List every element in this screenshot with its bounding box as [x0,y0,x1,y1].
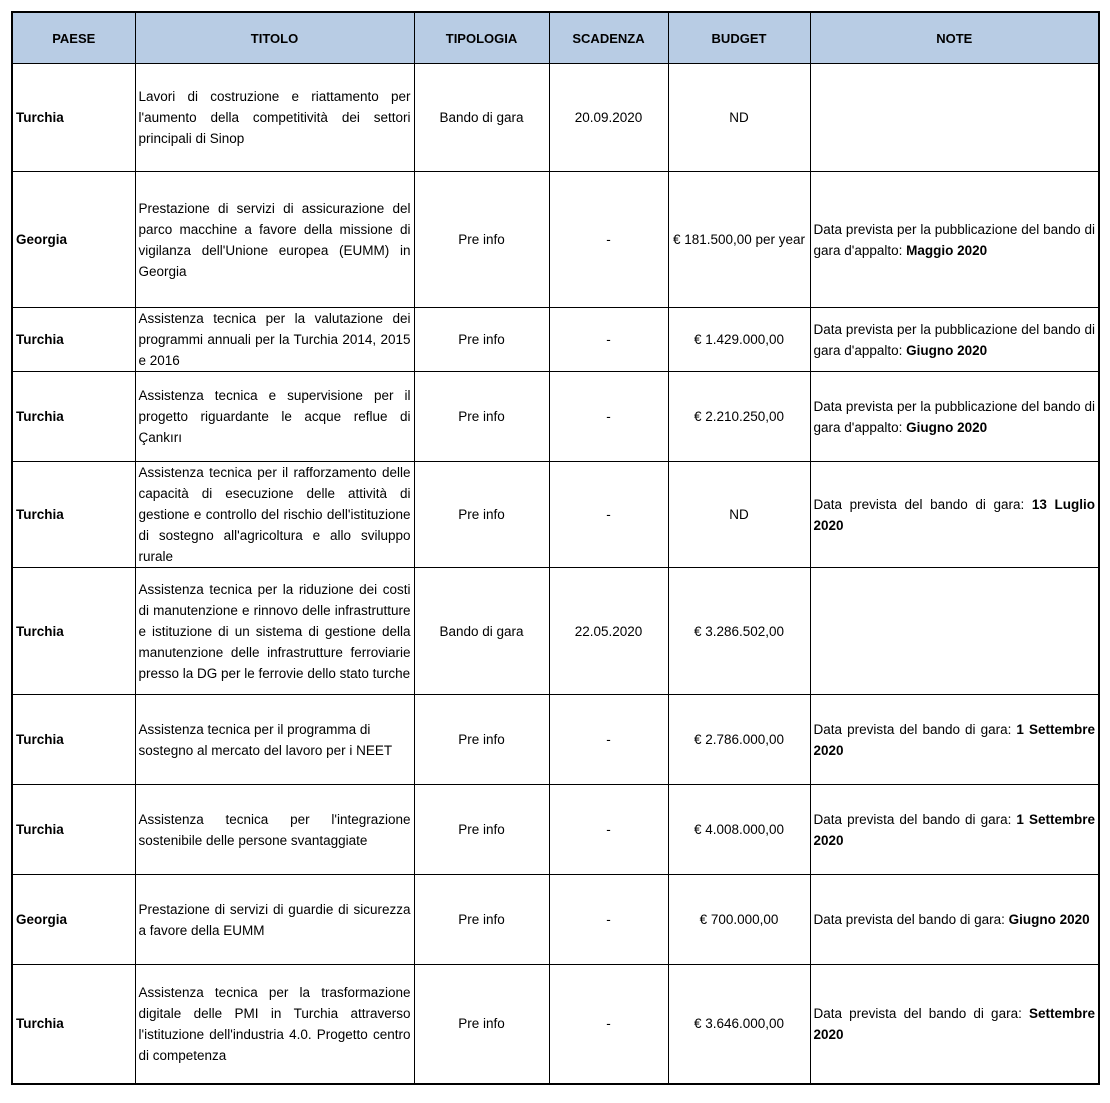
cell-titolo: Assistenza tecnica e supervisione per il progetto riguardante le acque reflue di Çankırı [135,372,414,462]
note-date: Maggio 2020 [906,242,988,258]
cell-paese: Turchia [12,568,135,695]
table-row [12,875,1099,965]
note-text: Data prevista per la pubblicazione del bando di gara d'appalto: [813,321,1095,358]
header-row [12,12,1099,64]
cell-titolo: Assistenza tecnica per la trasformazione digitale delle PMI in Turchia attraverso l'istituzione dell'industria 4.0. Progetto centro di competenza [135,965,414,1084]
cell-tipologia: Pre info [414,695,549,785]
cell-tipologia: Pre info [414,462,549,568]
cell-note [810,785,1099,875]
header-tipologia: TIPOLOGIA [414,12,549,64]
cell-note [810,308,1099,372]
cell-scadenza: - [549,785,668,875]
cell-budget: € 3.286.502,00 [668,568,810,695]
cell-note [810,462,1099,568]
note-text: Data prevista del bando di gara: [813,721,1017,737]
note-date: 1 Settembre 2020 [813,721,1095,758]
cell-paese: Georgia [12,875,135,965]
cell-note [810,64,1099,172]
cell-note [810,568,1099,695]
table-row [12,64,1099,172]
cell-tipologia: Pre info [414,965,549,1084]
cell-titolo: Prestazione di servizi di guardie di sicurezza a favore della EUMM [135,875,414,965]
note-text: Data prevista per la pubblicazione del bando di gara d'appalto: [813,398,1095,435]
cell-titolo: Assistenza tecnica per la valutazione dei programmi annuali per la Turchia 2014, 2015 e 2016 [135,308,414,372]
cell-note [810,875,1099,965]
cell-tipologia: Pre info [414,308,549,372]
cell-tipologia: Bando di gara [414,568,549,695]
cell-scadenza: - [549,875,668,965]
note-date: Giugno 2020 [906,419,988,435]
cell-titolo: Prestazione di servizi di assicurazione del parco macchine a favore della missione di vigilanza dell'Unione europea (EUMM) in Georgia [135,172,414,308]
cell-titolo: Lavori di costruzione e riattamento per l'aumento della competitività dei settori principali di Sinop [135,64,414,172]
note-text: Data prevista del bando di gara: [813,811,1017,827]
cell-note [810,372,1099,462]
cell-paese: Turchia [12,64,135,172]
table-row [12,308,1099,372]
cell-scadenza: - [549,308,668,372]
cell-scadenza: - [549,172,668,308]
header-note: NOTE [810,12,1099,64]
cell-budget: € 3.646.000,00 [668,965,810,1084]
table-row [12,695,1099,785]
note-text: Data prevista per la pubblicazione del bando di gara d'appalto: [813,221,1095,258]
cell-scadenza: 20.09.2020 [549,64,668,172]
cell-tipologia: Pre info [414,875,549,965]
cell-budget: ND [668,462,810,568]
cell-tipologia: Bando di gara [414,64,549,172]
cell-budget: € 2.786.000,00 [668,695,810,785]
cell-paese: Turchia [12,308,135,372]
header-titolo: TITOLO [135,12,414,64]
cell-tipologia: Pre info [414,172,549,308]
note-date: Giugno 2020 [1008,912,1090,927]
cell-paese: Turchia [12,372,135,462]
cell-paese: Turchia [12,785,135,875]
table-row [12,965,1099,1084]
cell-titolo: Assistenza tecnica per l'integrazione sostenibile delle persone svantaggiate [135,785,414,875]
cell-titolo: Assistenza tecnica per il programma di sostegno al mercato del lavoro per i NEET [135,695,414,785]
note-date: Giugno 2020 [906,342,988,358]
cell-scadenza: - [549,372,668,462]
cell-paese: Turchia [12,695,135,785]
cell-budget: € 700.000,00 [668,875,810,965]
cell-titolo: Assistenza tecnica per il rafforzamento delle capacità di esecuzione delle attività di gestione e controllo del rischio dell'istituzione di sostegno all'agricoltura e allo sviluppo rurale [135,462,414,568]
cell-titolo: Assistenza tecnica per la riduzione dei costi di manutenzione e rinnovo delle infrastrutture e istituzione di un sistema di gestione della manutenzione delle infrastrutture ferroviarie presso la DG per le ferrovie dello stato turche [135,568,414,695]
cell-paese: Georgia [12,172,135,308]
cell-scadenza: 22.05.2020 [549,568,668,695]
note-text: Data prevista del bando di gara: [813,912,1009,927]
cell-scadenza: - [549,462,668,568]
cell-note [810,695,1099,785]
cell-tipologia: Pre info [414,372,549,462]
header-scadenza: SCADENZA [549,12,668,64]
cell-tipologia: Pre info [414,785,549,875]
note-text: Data prevista del bando di gara: [813,496,1032,512]
table-row [12,462,1099,568]
cell-scadenza: - [549,965,668,1084]
cell-note [810,965,1099,1084]
cell-budget: € 2.210.250,00 [668,372,810,462]
note-text: Data prevista del bando di gara: [813,1005,1029,1021]
note-date: Settembre 2020 [813,1005,1095,1042]
table-row [12,372,1099,462]
note-date: 1 Settembre 2020 [813,811,1095,848]
header-budget: BUDGET [668,12,810,64]
cell-budget: € 4.008.000,00 [668,785,810,875]
cell-note [810,172,1099,308]
cell-budget: € 181.500,00 per year [668,172,810,308]
note-date: 13 Luglio 2020 [813,496,1096,533]
table-row [12,785,1099,875]
cell-scadenza: - [549,695,668,785]
table-row [12,172,1099,308]
tenders-table [11,11,1100,1085]
table-row [12,568,1099,695]
cell-paese: Turchia [12,462,135,568]
cell-paese: Turchia [12,965,135,1084]
cell-budget: € 1.429.000,00 [668,308,810,372]
cell-budget: ND [668,64,810,172]
header-paese: PAESE [12,12,135,64]
